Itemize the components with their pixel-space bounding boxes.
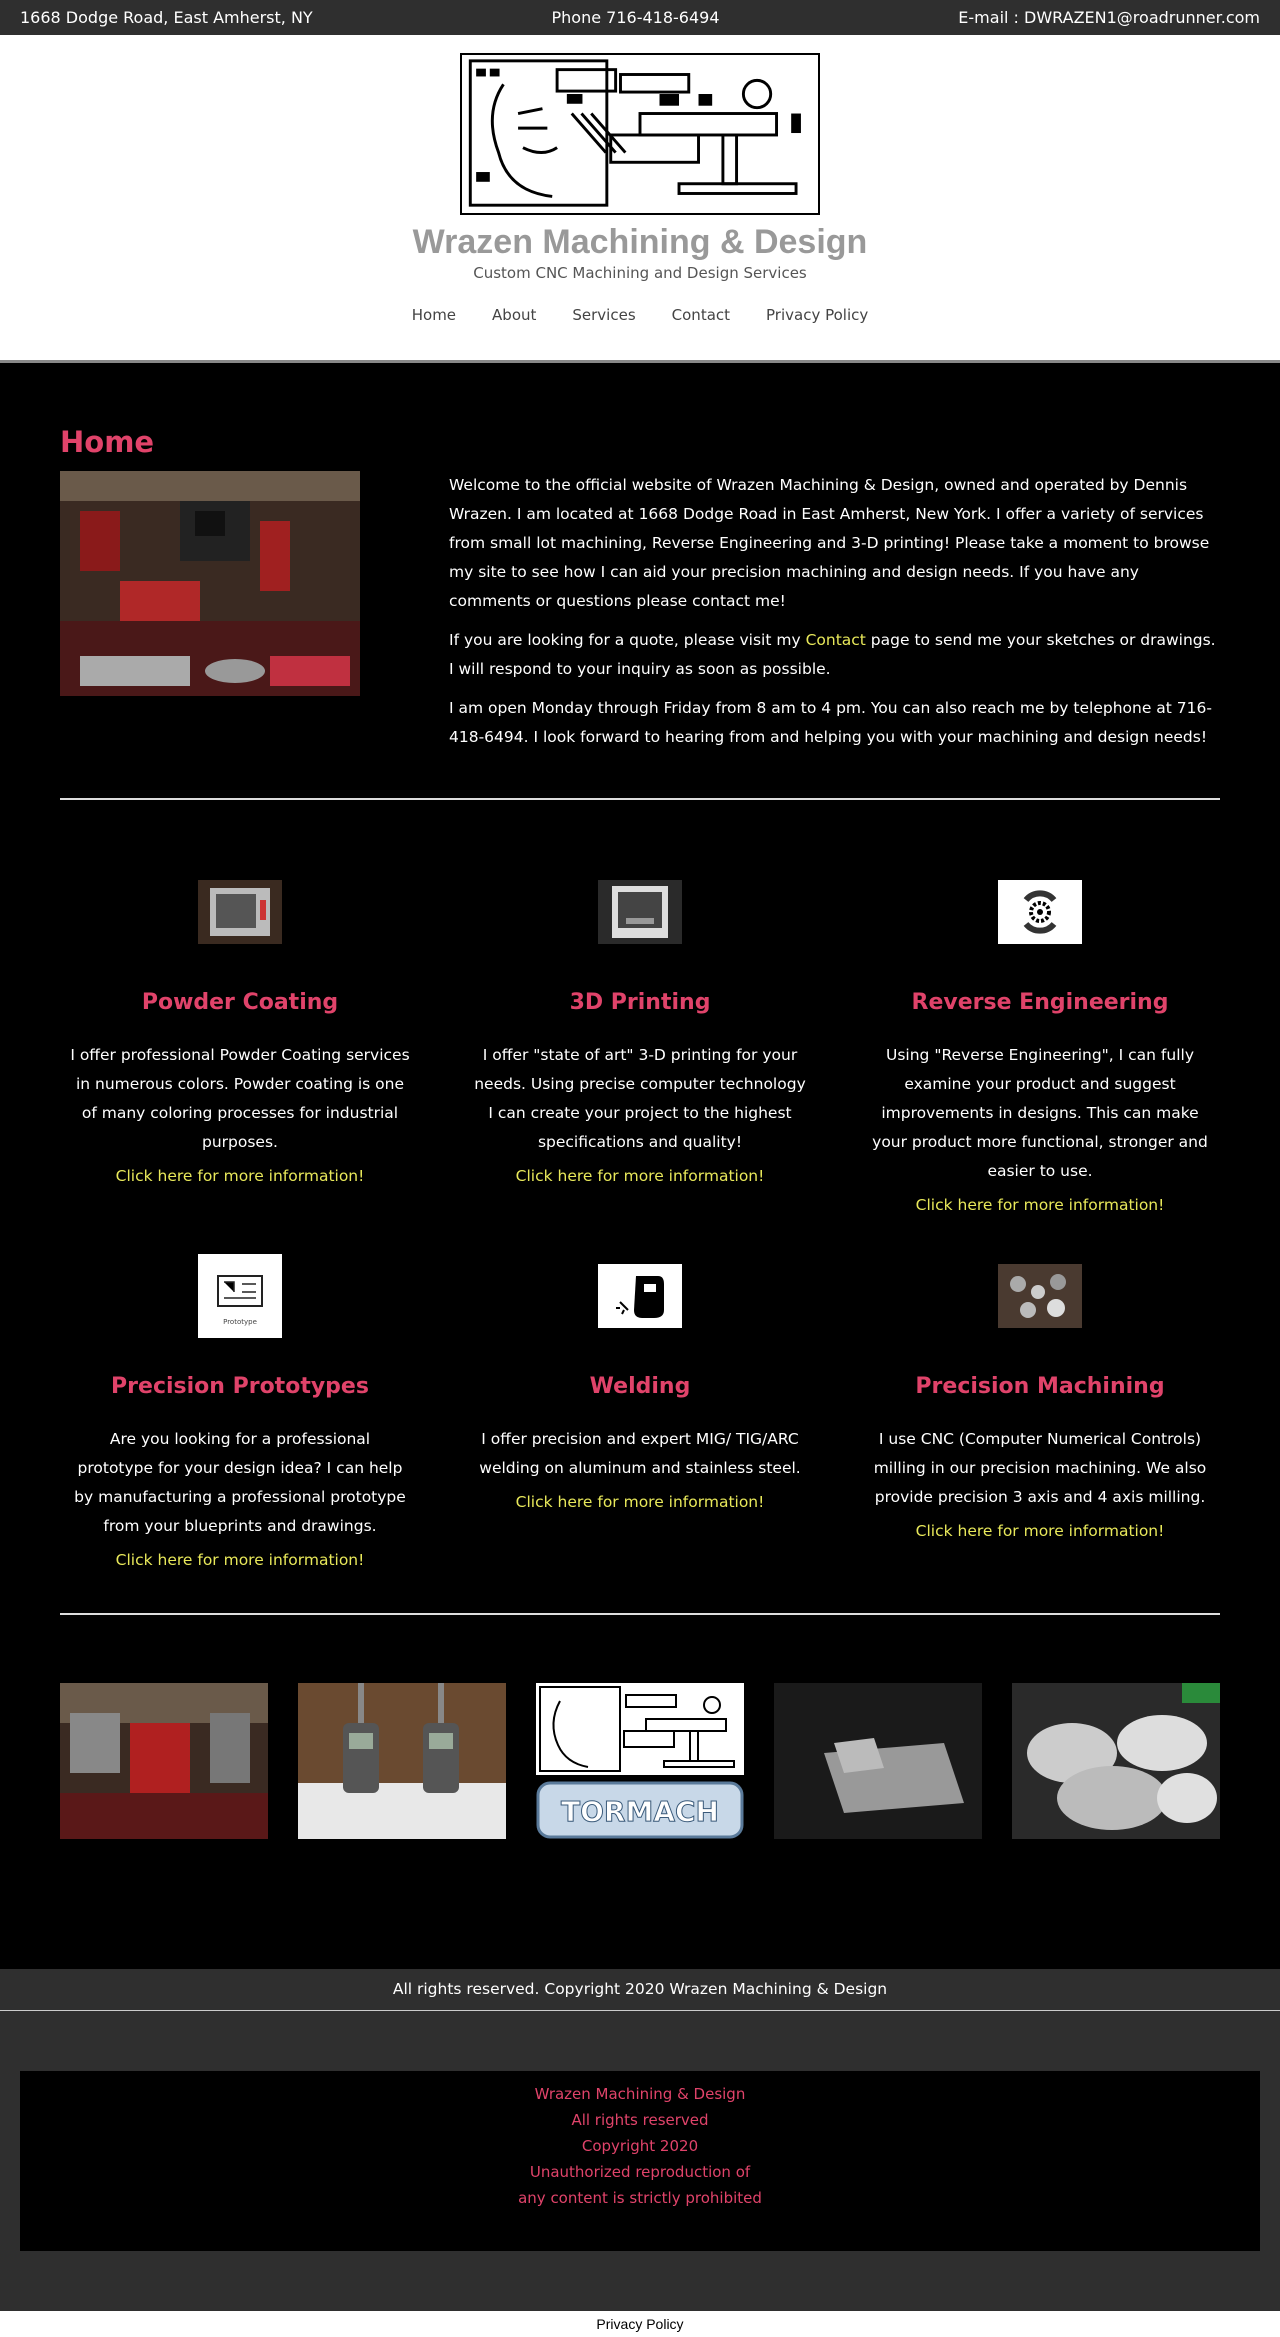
service-title: Reverse Engineering bbox=[911, 990, 1169, 1015]
service-title: Precision Prototypes bbox=[111, 1374, 369, 1399]
services-grid bbox=[60, 880, 1220, 1569]
home-intro bbox=[60, 471, 1220, 762]
service-powder-coating bbox=[60, 880, 420, 1214]
gallery-shop-photo[interactable] bbox=[60, 1683, 268, 1839]
main-content bbox=[0, 363, 1280, 1839]
machined-parts-photo bbox=[998, 1264, 1082, 1328]
quote-paragraph bbox=[449, 626, 1220, 684]
main-nav bbox=[0, 306, 1280, 324]
privacy-policy-link[interactable]: Privacy Policy bbox=[0, 2311, 1280, 2337]
site-header bbox=[0, 35, 1280, 363]
email-text: E-mail : DWRAZEN1@roadrunner.com bbox=[958, 8, 1260, 27]
welding-mask-icon bbox=[598, 1264, 682, 1328]
gallery-logos bbox=[536, 1683, 744, 1839]
shop-photo bbox=[60, 471, 360, 696]
nav-about[interactable]: About bbox=[492, 306, 537, 324]
prototype-icon-caption: Prototype bbox=[223, 1318, 257, 1326]
service-description: I offer precision and expert MIG/ TIG/ARC welding on aluminum and stainless steel. bbox=[479, 1430, 801, 1477]
service-description: Using "Reverse Engineering", I can fully examine your product and suggest improvements in designs. This can make your product more functional, stronger and easier to use. bbox=[872, 1046, 1208, 1180]
site-title: Wrazen Machining & Design bbox=[412, 223, 868, 261]
nav-home[interactable]: Home bbox=[411, 306, 457, 324]
footer-notice bbox=[20, 2071, 1260, 2251]
nav-privacy-policy[interactable]: Privacy Policy bbox=[766, 306, 869, 324]
footer-line: Unauthorized reproduction of bbox=[529, 2163, 751, 2181]
gallery-company-logo[interactable] bbox=[536, 1683, 744, 1775]
tormach-logo-text: TORMACH bbox=[561, 1795, 719, 1828]
service-more-link[interactable]: Click here for more information! bbox=[915, 1196, 1165, 1214]
nav-services[interactable]: Services bbox=[572, 306, 636, 324]
hours-paragraph: I am open Monday through Friday from 8 am to 4 pm. You can also reach me by telephone at 716-418-6494. I look forward to hearing from and helping you with your machining and design needs! bbox=[449, 699, 1212, 746]
service-more-link[interactable]: Click here for more information! bbox=[515, 1167, 765, 1185]
photo-gallery bbox=[60, 1683, 1220, 1839]
service-description: I offer "state of art" 3-D printing for your needs. Using precise computer technology I can create your project to the highest specifications and quality! bbox=[474, 1046, 806, 1151]
service-precision-machining bbox=[860, 1264, 1220, 1569]
gallery-printed-parts-photo[interactable] bbox=[1012, 1683, 1220, 1839]
footer-line: All rights reserved bbox=[571, 2111, 709, 2129]
service-3d-printing bbox=[460, 880, 820, 1214]
service-welding bbox=[460, 1264, 820, 1569]
quote-text-end: page to send me your sketches or drawings. I will respond to your inquiry as soon as possible. bbox=[449, 631, 1216, 678]
service-title: 3D Printing bbox=[569, 990, 711, 1015]
service-description: I offer professional Powder Coating services in numerous colors. Powder coating is one of many coloring processes for industrial purposes. bbox=[70, 1046, 410, 1151]
footer-line: Wrazen Machining & Design bbox=[534, 2085, 746, 2103]
gallery-tormach-logo[interactable] bbox=[536, 1781, 744, 1839]
home-text bbox=[449, 471, 1220, 762]
service-description: I use CNC (Computer Numerical Controls) milling in our precision machining. We also provide precision 3 axis and 4 axis milling. bbox=[873, 1430, 1207, 1506]
service-title: Precision Machining bbox=[915, 1374, 1165, 1399]
site-logo[interactable] bbox=[460, 53, 820, 215]
contact-link[interactable]: Contact bbox=[805, 631, 866, 649]
prototype-icon bbox=[198, 1254, 282, 1338]
footer-line: any content is strictly prohibited bbox=[518, 2189, 762, 2207]
phone-text: Phone 716-418-6494 bbox=[551, 8, 720, 27]
powder-oven-photo bbox=[198, 880, 282, 944]
quote-text-start: If you are looking for a quote, please visit my bbox=[449, 631, 806, 649]
section-divider bbox=[60, 1613, 1220, 1615]
top-info-bar bbox=[0, 0, 1280, 35]
service-more-link[interactable]: Click here for more information! bbox=[115, 1167, 365, 1185]
site-footer bbox=[0, 2011, 1280, 2311]
service-more-link[interactable]: Click here for more information! bbox=[915, 1522, 1165, 1540]
section-divider bbox=[60, 798, 1220, 800]
service-description: Are you looking for a professional prototype for your design idea? I can help by manufacturing a professional prototype from your blueprints and drawings. bbox=[74, 1430, 406, 1535]
gear-cycle-icon bbox=[998, 880, 1082, 944]
nav-contact[interactable]: Contact bbox=[671, 306, 731, 324]
service-more-link[interactable]: Click here for more information! bbox=[115, 1551, 365, 1569]
copyright-bar: All rights reserved. Copyright 2020 Wrazen Machining & Design bbox=[0, 1969, 1280, 2011]
3d-printer-photo bbox=[598, 880, 682, 944]
service-title: Powder Coating bbox=[141, 990, 339, 1015]
service-title: Welding bbox=[589, 1374, 691, 1399]
service-precision-prototypes bbox=[60, 1254, 420, 1569]
intro-paragraph: Welcome to the official website of Wrazen Machining & Design, owned and operated by Dennis Wrazen. I am located at 1668 Dodge Road in East Amherst, New York. I offer a variety of services from small lot machining, Reverse Engineering and 3-D printing! Please take a moment to browse my site to see how I can aid your precision machining and design needs. If you have any comments or questions please contact me! bbox=[449, 476, 1210, 610]
gallery-part-photo[interactable] bbox=[774, 1683, 982, 1839]
service-reverse-engineering bbox=[860, 880, 1220, 1214]
address-text: 1668 Dodge Road, East Amherst, NY bbox=[20, 8, 313, 27]
gallery-gauges-photo[interactable] bbox=[298, 1683, 506, 1839]
page-title: Home bbox=[60, 425, 155, 459]
site-tagline: Custom CNC Machining and Design Services bbox=[473, 264, 807, 282]
service-more-link[interactable]: Click here for more information! bbox=[515, 1493, 765, 1511]
footer-line: Copyright 2020 bbox=[581, 2137, 699, 2155]
